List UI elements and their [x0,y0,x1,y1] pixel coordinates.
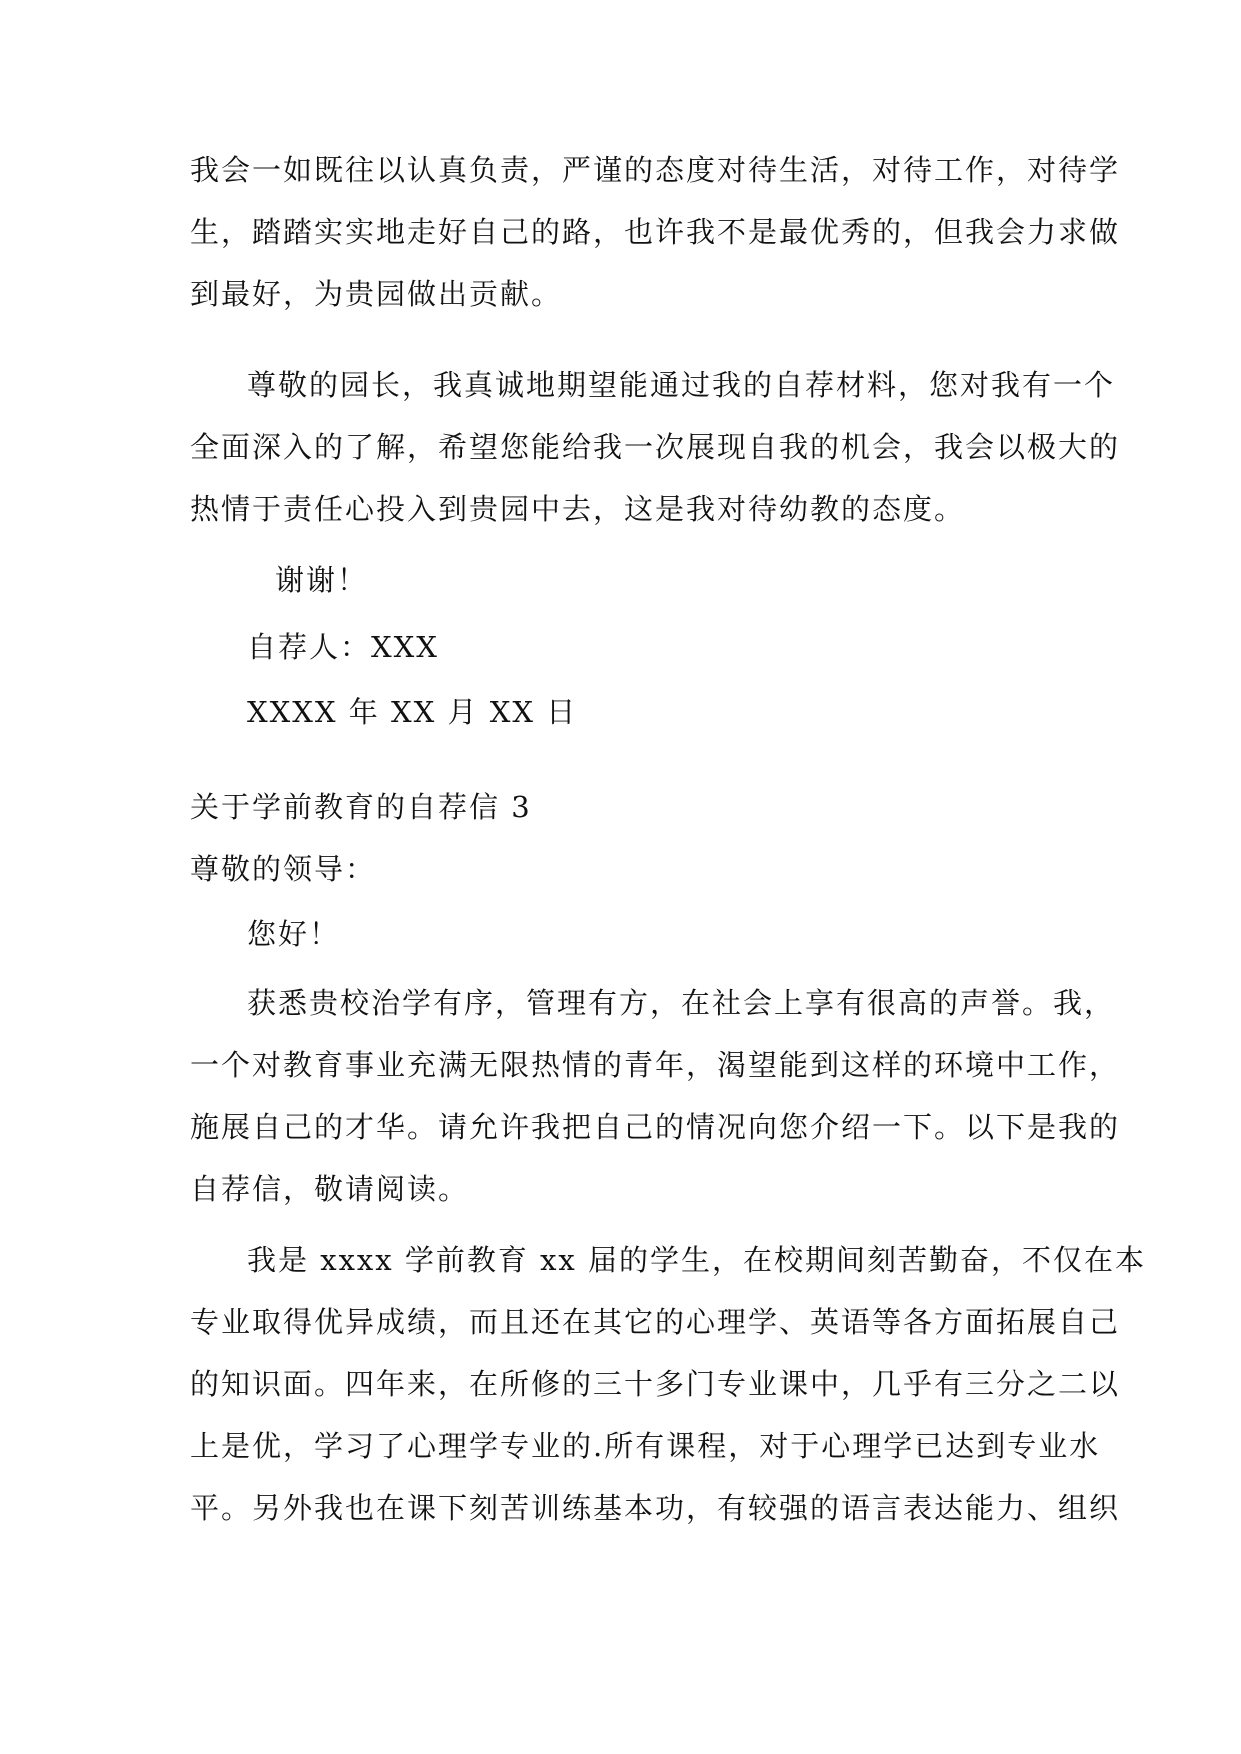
paragraph-line: 获悉贵校治学有序，管理有方，在社会上享有很高的声誉。我， [247,986,1116,1020]
paragraph-line: 专业取得优异成绩，而且还在其它的心理学、英语等各方面拓展自己 [190,1305,1121,1339]
paragraph-line: 一个对教育事业充满无限热情的青年，渴望能到这样的环境中工作， [190,1048,1121,1082]
paragraph-line: 到最好，为贵园做出贡献。 [190,277,563,311]
signature-line: 自荐人：XXX [247,630,439,664]
paragraph-line: 平。另外我也在课下刻苦训练基本功，有较强的语言表达能力、组织 [190,1491,1121,1525]
paragraph-line: 我会一如既往以认真负责，严谨的态度对待生活，对待工作，对待学 [190,153,1121,187]
paragraph-line: 自荐信，敬请阅读。 [190,1172,470,1206]
closing-thanks: 谢谢！ [275,563,369,597]
paragraph-line: 施展自己的才华。请允许我把自己的情况向您介绍一下。以下是我的 [190,1110,1121,1144]
paragraph-line: 生，踏踏实实地走好自己的路，也许我不是最优秀的，但我会力求做 [190,215,1121,249]
paragraph-line: 上是优，学习了心理学专业的.所有课程，对于心理学已达到专业水 [190,1429,1101,1463]
greeting: 您好！ [247,917,341,951]
date-line: XXXX 年 XX 月 XX 日 [247,695,578,729]
letter-title: 关于学前教育的自荐信 3 [190,790,532,824]
paragraph-line: 热情于责任心投入到贵园中去，这是我对待幼教的态度。 [190,492,966,526]
paragraph-line: 全面深入的了解，希望您能给我一次展现自我的机会，我会以极大的 [190,430,1121,464]
paragraph-line: 的知识面。四年来，在所修的三十多门专业课中，几乎有三分之二以 [190,1367,1121,1401]
paragraph-line: 尊敬的园长，我真诚地期望能通过我的自荐材料，您对我有一个 [247,368,1116,402]
salutation: 尊敬的领导： [190,852,377,886]
paragraph-line: 我是 xxxx 学前教育 xx 届的学生，在校期间刻苦勤奋，不仅在本 [247,1243,1147,1277]
